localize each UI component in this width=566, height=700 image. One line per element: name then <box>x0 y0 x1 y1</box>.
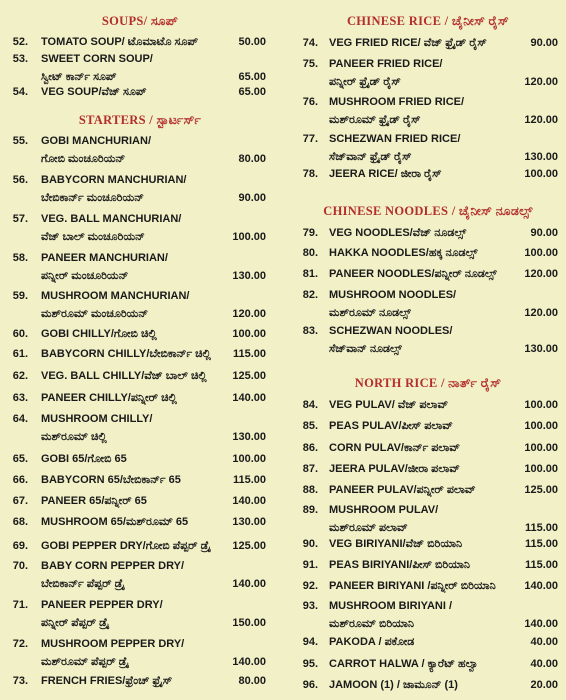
menu-item <box>0 451 280 467</box>
item-price: 100.00 <box>232 231 266 243</box>
item-name: FRENCH FRIES/ಫ್ರೆಂಚ್ ಫ್ರೈಸ್ <box>41 675 173 687</box>
menu-item <box>290 578 566 594</box>
item-name: VEG. BALL CHILLY/ವೆಜ್ ಬಾಲ್ ಚಿಲ್ಲಿ <box>41 370 207 382</box>
item-name: PANEER CHILLY/ಪನ್ನೀರ್ ಚಿಲ್ಲಿ <box>41 392 177 404</box>
menu-item <box>0 673 280 689</box>
menu-item <box>290 131 566 167</box>
item-number: 68. <box>12 516 28 528</box>
item-name: JEERA PULAV/ಜೀರಾ ಪಲಾವ್ <box>329 463 460 475</box>
item-number: 79. <box>302 227 318 239</box>
item-number: 87. <box>302 463 318 475</box>
item-price: 100.00 <box>232 328 266 340</box>
section-heading: NORTH RICE / ನಾರ್ತ್ ರೈಸ್ <box>354 376 502 390</box>
item-price: 90.00 <box>530 37 558 49</box>
item-price: 90.00 <box>238 192 266 204</box>
item-number: 74. <box>302 37 318 49</box>
item-price: 115.00 <box>232 348 266 360</box>
item-name-kannada: ಗೋಬಿ ಮಂಚೂರಿಯನ್ <box>41 153 126 165</box>
item-number: 61. <box>12 348 28 360</box>
menu-item <box>290 225 566 241</box>
item-number: 69. <box>12 540 28 552</box>
item-name: BABYCORN MANCHURIAN/ <box>41 174 187 186</box>
menu-item <box>290 35 566 51</box>
item-name: MUSHROOM CHILLY/ <box>41 413 153 425</box>
menu-item <box>0 34 280 50</box>
item-price: 120.00 <box>524 76 558 88</box>
item-name: MUSHROOM 65/ಮಶ್‌ರೂಮ್ 65 <box>41 516 189 528</box>
item-number: 60. <box>12 328 28 340</box>
item-price: 125.00 <box>232 540 266 552</box>
item-number: 95. <box>302 658 318 670</box>
item-name: VEG PULAV/ ವೆಜ್ ಪಲಾವ್ <box>329 399 449 411</box>
item-number: 86. <box>302 442 318 454</box>
item-name-kannada: ಮಶ್‌ರೂಮ್ ಪೆಪ್ಪರ್ ಡ್ರೈ <box>41 656 130 668</box>
menu-item <box>0 597 280 633</box>
section-heading: SOUPS/ ಸೂಪ್ <box>101 14 179 28</box>
item-price: 65.00 <box>238 86 266 98</box>
menu-item <box>290 323 566 359</box>
item-name: GOBI PEPPER DRY/ಗೋಬಿ ಪೆಪ್ಪರ್ ಡ್ರೈ <box>41 540 211 552</box>
menu-item <box>0 636 280 672</box>
item-number: 54. <box>12 86 28 98</box>
item-number: 63. <box>12 392 28 404</box>
item-price: 115.00 <box>524 538 558 550</box>
item-name: SWEET CORN SOUP/ <box>41 53 153 65</box>
item-number: 53. <box>12 53 28 65</box>
item-name: VEG. BALL MANCHURIAN/ <box>41 213 182 225</box>
menu-item <box>0 514 280 530</box>
item-price: 20.00 <box>530 679 558 691</box>
item-name-kannada: ಮಶ್‌ರೂಮ್ ಫ್ರೈಡ್ ರೈಸ್ <box>329 114 421 126</box>
menu-item <box>0 172 280 208</box>
menu-item <box>290 502 566 538</box>
item-price: 125.00 <box>232 370 266 382</box>
menu-item <box>0 51 280 87</box>
item-number: 93. <box>302 600 318 612</box>
item-name-kannada: ಸೆಜ್‌ವಾನ್ ಫ್ರೈಡ್ ರೈಸ್ <box>329 151 412 163</box>
item-name: VEG SOUP/ವೆಜ್ ಸೂಪ್ <box>41 86 147 98</box>
item-price: 140.00 <box>524 618 558 630</box>
menu-item <box>0 411 280 447</box>
menu-item <box>0 472 280 488</box>
item-price: 100.00 <box>524 168 558 180</box>
item-name: JEERA RICE/ ಜೀರಾ ರೈಸ್ <box>329 168 442 180</box>
item-name-kannada: ಮಶ್‌ರೂಮ್ ಮಂಚೂರಿಯನ್ <box>41 308 149 320</box>
menu-item <box>0 84 280 100</box>
item-price: 90.00 <box>530 227 558 239</box>
menu-item <box>0 133 280 169</box>
item-price: 40.00 <box>530 658 558 670</box>
item-price: 120.00 <box>524 114 558 126</box>
item-price: 130.00 <box>232 270 266 282</box>
item-name: GOBI 65/ಗೋಬಿ 65 <box>41 453 127 465</box>
item-price: 40.00 <box>530 636 558 648</box>
item-name: SCHEZWAN NOODLES/ <box>329 325 453 337</box>
item-name: BABYCORN CHILLY/ಬೇಬಿಕಾರ್ನ್ ಚಿಲ್ಲಿ <box>41 348 211 360</box>
item-name: VEG NOODLES/ವೆಜ್ ನೂಡಲ್ಸ್ <box>329 227 467 239</box>
section-heading: STARTERS / ಸ್ಟಾರ್ಟರ್ಸ್ <box>78 113 202 127</box>
item-number: 58. <box>12 252 28 264</box>
menu-item <box>0 538 280 554</box>
item-name: HAKKA NOODLES/ಹಕ್ಕ ನೂಡಲ್ಸ್ <box>329 247 478 259</box>
item-number: 71. <box>12 599 28 611</box>
item-price: 100.00 <box>524 420 558 432</box>
item-number: 85. <box>302 420 318 432</box>
menu-item <box>290 482 566 498</box>
item-name-kannada: ಬೇಬಿಕಾರ್ನ್ ಮಂಚೂರಿಯನ್ <box>41 192 144 204</box>
item-price: 115.00 <box>232 474 266 486</box>
item-name-kannada: ಸೆಜ್‌ವಾನ್ ನೂಡಲ್ಸ್ <box>329 343 402 355</box>
item-price: 130.00 <box>524 151 558 163</box>
item-name-kannada: ಮಶ್‌ರೂಮ್ ಪಲಾವ್ <box>329 522 408 534</box>
item-name: PANEER FRIED RICE/ <box>329 58 443 70</box>
item-price: 100.00 <box>524 247 558 259</box>
item-number: 57. <box>12 213 28 225</box>
menu-item <box>290 656 566 672</box>
menu-item <box>290 634 566 650</box>
menu-item <box>290 166 566 182</box>
item-price: 80.00 <box>238 153 266 165</box>
item-number: 56. <box>12 174 28 186</box>
item-name: PEAS PULAV/ಪೀಸ್ ಪಲಾವ್ <box>329 420 453 432</box>
item-price: 80.00 <box>238 675 266 687</box>
item-name: MUSHROOM MANCHURIAN/ <box>41 290 190 302</box>
item-number: 62. <box>12 370 28 382</box>
menu-item <box>0 493 280 509</box>
item-price: 140.00 <box>232 656 266 668</box>
menu-item <box>0 346 280 362</box>
item-name: VEG FRIED RICE/ ವೆಜ್ ಫ್ರೈಡ್ ರೈಸ್ <box>329 37 487 49</box>
item-name-kannada: ಪನ್ನೀರ್ ಮಂಚೂರಿಯನ್ <box>41 270 129 282</box>
item-number: 59. <box>12 290 28 302</box>
item-name: PEAS BIRIYANI/ಪೀಸ್ ಬಿರಿಯಾನಿ <box>329 559 470 571</box>
item-number: 72. <box>12 638 28 650</box>
menu-item <box>290 461 566 477</box>
item-number: 65. <box>12 453 28 465</box>
menu-item <box>290 287 566 323</box>
item-name-kannada: ಬೇಬಿಕಾರ್ನ್ ಪೆಪ್ಪರ್ ಡ್ರೈ <box>41 578 125 590</box>
item-number: 80. <box>302 247 318 259</box>
menu-item <box>290 94 566 130</box>
item-number: 96. <box>302 679 318 691</box>
item-number: 92. <box>302 580 318 592</box>
item-name-kannada: ಮಶ್‌ರೂಮ್ ನೂಡಲ್ಸ್ <box>329 307 411 319</box>
item-number: 67. <box>12 495 28 507</box>
item-price: 120.00 <box>524 307 558 319</box>
item-name: TOMATO SOUP/ ಟೊಮಾಟೊ ಸೂಪ್ <box>41 36 198 48</box>
item-number: 94. <box>302 636 318 648</box>
item-name-kannada: ಸ್ವೀಟ್ ಕಾರ್ನ್ ಸೂಪ್ <box>41 71 117 83</box>
item-name: PANEER PEPPER DRY/ <box>41 599 163 611</box>
item-price: 150.00 <box>232 617 266 629</box>
menu-item <box>0 250 280 286</box>
item-name: PANEER PULAV/ಪನ್ನೀರ್ ಪಲಾವ್ <box>329 484 476 496</box>
item-number: 83. <box>302 325 318 337</box>
section-heading: CHINESE RICE / ಚೈನೀಸ್ ರೈಸ್ <box>346 14 510 28</box>
item-price: 50.00 <box>238 36 266 48</box>
item-name: MUSHROOM BIRIYANI / <box>329 600 453 612</box>
item-price: 130.00 <box>524 343 558 355</box>
item-price: 140.00 <box>232 392 266 404</box>
item-price: 100.00 <box>524 442 558 454</box>
item-number: 76. <box>302 96 318 108</box>
item-number: 52. <box>12 36 28 48</box>
menu-item <box>290 245 566 261</box>
item-number: 78. <box>302 168 318 180</box>
menu-item <box>290 56 566 92</box>
item-name-kannada: ಮಶ್‌ರೂಮ್ ಬಿರಿಯಾನಿ <box>329 618 414 630</box>
item-price: 130.00 <box>232 516 266 528</box>
item-number: 70. <box>12 560 28 572</box>
item-number: 77. <box>302 133 318 145</box>
item-price: 120.00 <box>524 268 558 280</box>
menu-item <box>290 440 566 456</box>
item-name: MUSHROOM PEPPER DRY/ <box>41 638 185 650</box>
item-name: PANEER NOODLES/ಪನ್ನೀರ್ ನೂಡಲ್ಸ್ <box>329 268 497 280</box>
item-number: 82. <box>302 289 318 301</box>
item-price: 100.00 <box>232 453 266 465</box>
item-number: 75. <box>302 58 318 70</box>
item-name: PANEER BIRIYANI /ಪನ್ನೀರ್ ಬಿರಿಯಾನಿ <box>329 580 496 592</box>
menu-item <box>0 288 280 324</box>
menu-item <box>290 598 566 634</box>
item-price: 140.00 <box>524 580 558 592</box>
item-name-kannada: ಮಶ್‌ರೂಮ್ ಚಿಲ್ಲಿ <box>41 431 107 443</box>
item-name: PANEER 65/ಪನ್ನೀರ್ 65 <box>41 495 147 507</box>
item-name: BABYCORN 65/ಬೇಬಿಕಾರ್ನ್ 65 <box>41 474 181 486</box>
menu-item <box>0 390 280 406</box>
item-price: 115.00 <box>524 559 558 571</box>
item-name: MUSHROOM FRIED RICE/ <box>329 96 465 108</box>
menu-item <box>290 397 566 413</box>
item-number: 64. <box>12 413 28 425</box>
item-price: 140.00 <box>232 495 266 507</box>
item-price: 100.00 <box>524 463 558 475</box>
item-name: CARROT HALWA / ಕ್ಯಾರೆಟ್ ಹಲ್ವಾ <box>329 658 479 670</box>
item-name: PANEER MANCHURIAN/ <box>41 252 168 264</box>
item-number: 90. <box>302 538 318 550</box>
item-price: 130.00 <box>232 431 266 443</box>
item-name: GOBI MANCHURIAN/ <box>41 135 151 147</box>
item-name: SCHEZWAN FRIED RICE/ <box>329 133 461 145</box>
item-name: PAKODA / ಪಕೋಡ <box>329 636 415 648</box>
item-name: CORN PULAV/ಕಾರ್ನ್ ಪಲಾವ್ <box>329 442 460 454</box>
menu-item <box>0 211 280 247</box>
item-number: 91. <box>302 559 318 571</box>
item-name-kannada: ಪನ್ನೀರ್ ಪೆಪ್ಪರ್ ಡ್ರೈ <box>41 617 110 629</box>
section-heading: CHINESE NOODLES / ಚೈನೀಸ್ ನೂಡಲ್ಸ್ <box>323 204 533 218</box>
item-number: 81. <box>302 268 318 280</box>
item-number: 66. <box>12 474 28 486</box>
item-price: 100.00 <box>524 399 558 411</box>
item-number: 88. <box>302 484 318 496</box>
menu-item <box>290 418 566 434</box>
item-price: 115.00 <box>524 522 558 534</box>
menu-item <box>0 368 280 384</box>
menu-item <box>0 558 280 594</box>
item-name-kannada: ಪನ್ನೀರ್ ಫ್ರೈಡ್ ರೈಸ್ <box>329 76 401 88</box>
menu-item <box>290 266 566 282</box>
item-name: BABY CORN PEPPER DRY/ <box>41 560 185 572</box>
item-number: 55. <box>12 135 28 147</box>
item-name: JAMOON (1) / ಜಾಮೂನ್ (1) <box>329 679 458 691</box>
menu-item <box>290 557 566 573</box>
item-name-kannada: ವೆಜ್ ಬಾಲ್ ಮಂಚೂರಿಯನ್ <box>41 231 145 243</box>
item-price: 120.00 <box>232 308 266 320</box>
item-name: VEG BIRIYANI/ವೆಜ್ ಬಿರಿಯಾನಿ <box>329 538 463 550</box>
item-name: MUSHROOM PULAV/ <box>329 504 439 516</box>
menu-item <box>290 536 566 552</box>
item-price: 125.00 <box>524 484 558 496</box>
item-name: MUSHROOM NOODLES/ <box>329 289 457 301</box>
item-number: 89. <box>302 504 318 516</box>
item-number: 84. <box>302 399 318 411</box>
menu-item <box>290 677 566 693</box>
item-number: 73. <box>12 675 28 687</box>
item-price: 140.00 <box>232 578 266 590</box>
menu-item <box>0 326 280 342</box>
item-price: 65.00 <box>238 71 266 83</box>
item-name: GOBI CHILLY/ಗೋಬಿ ಚಿಲ್ಲಿ <box>41 328 157 340</box>
